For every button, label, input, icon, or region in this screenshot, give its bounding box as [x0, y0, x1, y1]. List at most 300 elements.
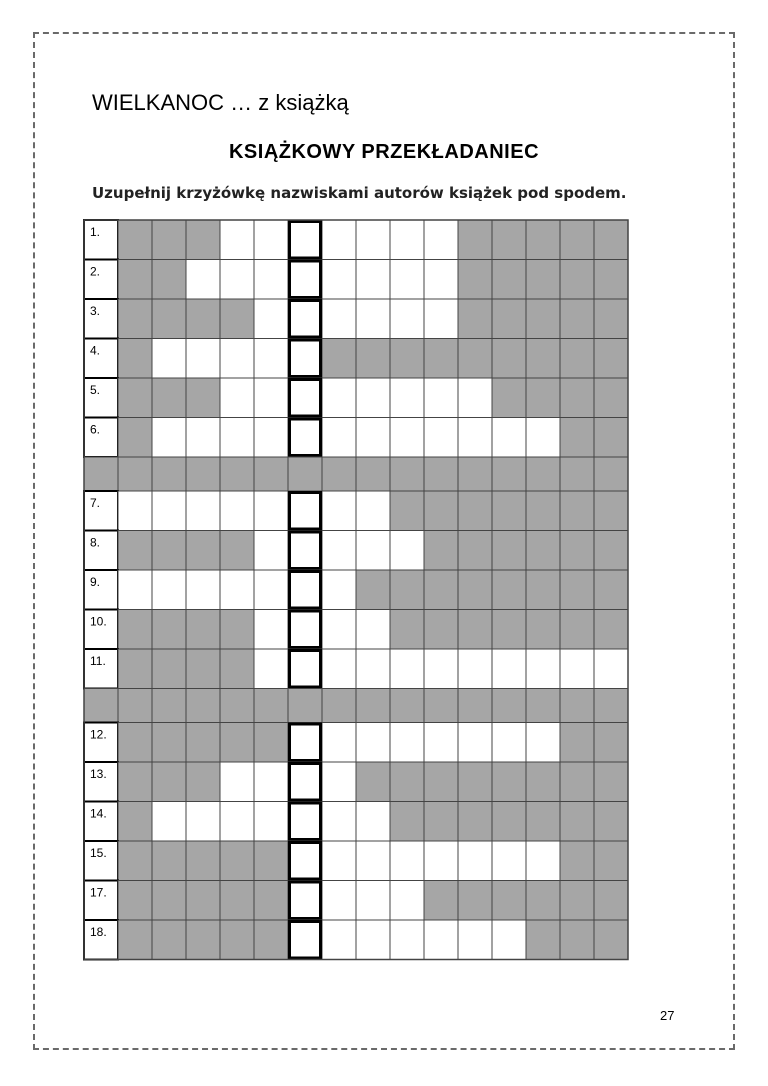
- shaded-cell: [458, 570, 492, 610]
- shaded-cell: [424, 339, 458, 379]
- empty-cell[interactable]: [220, 802, 254, 842]
- shaded-cell: [560, 299, 594, 339]
- shaded-cell: [118, 531, 152, 571]
- separator-cell: [526, 689, 560, 723]
- key-cell[interactable]: [288, 570, 322, 610]
- shaded-cell: [526, 220, 560, 260]
- empty-cell[interactable]: [220, 339, 254, 379]
- empty-cell[interactable]: [424, 220, 458, 260]
- empty-cell[interactable]: [220, 378, 254, 418]
- shaded-cell: [220, 841, 254, 881]
- separator-cell: [288, 457, 322, 491]
- separator-cell: [390, 457, 424, 491]
- shaded-cell: [560, 491, 594, 531]
- empty-cell[interactable]: [254, 299, 288, 339]
- empty-cell[interactable]: [152, 570, 186, 610]
- empty-cell[interactable]: [220, 570, 254, 610]
- shaded-cell: [118, 220, 152, 260]
- shaded-cell: [220, 610, 254, 650]
- separator-cell: [152, 457, 186, 491]
- empty-cell[interactable]: [390, 378, 424, 418]
- empty-cell[interactable]: [186, 570, 220, 610]
- shaded-cell: [560, 220, 594, 260]
- shaded-cell: [152, 610, 186, 650]
- puzzle-title: KSIĄŻKOWY PRZEKŁADANIEC: [228, 141, 540, 163]
- key-cell[interactable]: [288, 418, 322, 458]
- shaded-cell: [424, 610, 458, 650]
- shaded-cell: [390, 762, 424, 802]
- separator-cell: [118, 457, 152, 491]
- shaded-cell: [424, 802, 458, 842]
- shaded-cell: [186, 762, 220, 802]
- shaded-cell: [526, 802, 560, 842]
- separator-cell: [322, 689, 356, 723]
- empty-cell[interactable]: [254, 531, 288, 571]
- empty-cell[interactable]: [424, 841, 458, 881]
- shaded-cell: [458, 610, 492, 650]
- empty-cell[interactable]: [186, 491, 220, 531]
- shaded-cell: [492, 299, 526, 339]
- shaded-cell: [118, 881, 152, 921]
- shaded-cell: [560, 841, 594, 881]
- empty-cell[interactable]: [458, 723, 492, 763]
- separator-cell: [594, 457, 628, 491]
- key-cell[interactable]: [288, 339, 322, 379]
- separator-cell: [84, 689, 118, 723]
- empty-cell[interactable]: [390, 418, 424, 458]
- key-cell[interactable]: [288, 841, 322, 881]
- empty-cell[interactable]: [322, 841, 356, 881]
- shaded-cell: [594, 299, 628, 339]
- separator-cell: [254, 689, 288, 723]
- empty-cell[interactable]: [254, 260, 288, 300]
- empty-cell[interactable]: [356, 491, 390, 531]
- empty-cell[interactable]: [492, 723, 526, 763]
- empty-cell[interactable]: [220, 762, 254, 802]
- separator-cell: [118, 689, 152, 723]
- shaded-cell: [118, 260, 152, 300]
- shaded-cell: [254, 920, 288, 960]
- empty-cell[interactable]: [458, 841, 492, 881]
- shaded-cell: [186, 531, 220, 571]
- shaded-cell: [560, 881, 594, 921]
- separator-cell: [186, 689, 220, 723]
- empty-cell[interactable]: [152, 802, 186, 842]
- clue-number: 10.: [90, 614, 107, 629]
- shaded-cell: [526, 260, 560, 300]
- clue-number: 2.: [90, 264, 101, 279]
- shaded-cell: [492, 802, 526, 842]
- clue-number: 18.: [90, 925, 107, 939]
- shaded-cell: [152, 260, 186, 300]
- separator-cell: [186, 457, 220, 491]
- shaded-cell: [492, 339, 526, 379]
- empty-cell[interactable]: [424, 649, 458, 689]
- shaded-cell: [186, 881, 220, 921]
- separator-cell: [594, 689, 628, 723]
- key-cell[interactable]: [288, 610, 322, 650]
- empty-cell[interactable]: [186, 339, 220, 379]
- shaded-cell: [390, 570, 424, 610]
- shaded-cell: [594, 723, 628, 763]
- empty-cell[interactable]: [356, 802, 390, 842]
- separator-cell: [458, 457, 492, 491]
- key-cell[interactable]: [288, 531, 322, 571]
- empty-cell[interactable]: [322, 531, 356, 571]
- empty-cell[interactable]: [594, 649, 628, 689]
- shaded-cell: [118, 802, 152, 842]
- separator-cell: [84, 457, 118, 491]
- shaded-cell: [220, 723, 254, 763]
- clue-number: 4.: [90, 343, 101, 358]
- clue-number: 11.: [90, 654, 106, 668]
- separator-cell: [458, 689, 492, 723]
- empty-cell[interactable]: [526, 841, 560, 881]
- shaded-cell: [390, 610, 424, 650]
- empty-cell[interactable]: [356, 418, 390, 458]
- empty-cell[interactable]: [526, 418, 560, 458]
- key-cell[interactable]: [288, 220, 322, 260]
- shaded-cell: [220, 299, 254, 339]
- empty-cell[interactable]: [322, 881, 356, 921]
- separator-cell: [322, 457, 356, 491]
- empty-cell[interactable]: [220, 220, 254, 260]
- page-number: 27: [660, 1008, 675, 1023]
- shaded-cell: [492, 610, 526, 650]
- empty-cell[interactable]: [424, 920, 458, 960]
- empty-cell[interactable]: [322, 762, 356, 802]
- shaded-cell: [594, 570, 628, 610]
- shaded-cell: [220, 920, 254, 960]
- clue-number: 9.: [90, 575, 101, 589]
- shaded-cell: [254, 841, 288, 881]
- empty-cell[interactable]: [186, 802, 220, 842]
- shaded-cell: [560, 531, 594, 571]
- shaded-cell: [458, 339, 492, 379]
- empty-cell[interactable]: [356, 220, 390, 260]
- shaded-cell: [152, 920, 186, 960]
- separator-cell: [492, 457, 526, 491]
- shaded-cell: [526, 762, 560, 802]
- shaded-cell: [594, 881, 628, 921]
- shaded-cell: [492, 378, 526, 418]
- separator-cell: [560, 689, 594, 723]
- empty-cell[interactable]: [186, 260, 220, 300]
- empty-cell[interactable]: [390, 723, 424, 763]
- shaded-cell: [594, 610, 628, 650]
- shaded-cell: [390, 339, 424, 379]
- shaded-cell: [594, 841, 628, 881]
- shaded-cell: [594, 339, 628, 379]
- separator-cell: [152, 689, 186, 723]
- shaded-cell: [118, 378, 152, 418]
- header-title: WIELKANOC … z książką: [92, 90, 349, 115]
- empty-cell[interactable]: [458, 920, 492, 960]
- empty-cell[interactable]: [220, 491, 254, 531]
- empty-cell[interactable]: [254, 570, 288, 610]
- shaded-cell: [526, 339, 560, 379]
- shaded-cell: [152, 531, 186, 571]
- shaded-cell: [458, 881, 492, 921]
- shaded-cell: [492, 881, 526, 921]
- shaded-cell: [118, 723, 152, 763]
- key-cell[interactable]: [288, 881, 322, 921]
- shaded-cell: [356, 339, 390, 379]
- key-cell[interactable]: [288, 762, 322, 802]
- shaded-cell: [458, 762, 492, 802]
- separator-cell: [560, 457, 594, 491]
- empty-cell[interactable]: [424, 378, 458, 418]
- empty-cell[interactable]: [390, 841, 424, 881]
- empty-cell[interactable]: [526, 649, 560, 689]
- separator-cell: [288, 689, 322, 723]
- separator-cell: [254, 457, 288, 491]
- empty-cell[interactable]: [424, 418, 458, 458]
- shaded-cell: [424, 491, 458, 531]
- shaded-cell: [186, 649, 220, 689]
- shaded-cell: [560, 920, 594, 960]
- shaded-cell: [186, 220, 220, 260]
- shaded-cell: [560, 802, 594, 842]
- shaded-cell: [526, 610, 560, 650]
- shaded-cell: [424, 762, 458, 802]
- shaded-cell: [594, 762, 628, 802]
- empty-cell[interactable]: [254, 649, 288, 689]
- empty-cell[interactable]: [254, 378, 288, 418]
- separator-cell: [424, 689, 458, 723]
- separator-cell: [220, 457, 254, 491]
- empty-cell[interactable]: [356, 723, 390, 763]
- shaded-cell: [492, 220, 526, 260]
- separator-cell: [492, 689, 526, 723]
- shaded-cell: [152, 723, 186, 763]
- empty-cell[interactable]: [118, 570, 152, 610]
- empty-cell[interactable]: [356, 378, 390, 418]
- empty-cell[interactable]: [254, 220, 288, 260]
- shaded-cell: [560, 378, 594, 418]
- empty-cell[interactable]: [322, 418, 356, 458]
- empty-cell[interactable]: [356, 260, 390, 300]
- shaded-cell: [458, 299, 492, 339]
- empty-cell[interactable]: [254, 418, 288, 458]
- shaded-cell: [220, 531, 254, 571]
- empty-cell[interactable]: [322, 260, 356, 300]
- shaded-cell: [526, 531, 560, 571]
- shaded-cell: [424, 531, 458, 571]
- key-cell[interactable]: [288, 723, 322, 763]
- shaded-cell: [220, 881, 254, 921]
- empty-cell[interactable]: [560, 649, 594, 689]
- shaded-cell: [186, 920, 220, 960]
- clue-number: 12.: [90, 727, 107, 742]
- empty-cell[interactable]: [152, 418, 186, 458]
- separator-cell: [390, 689, 424, 723]
- shaded-cell: [594, 418, 628, 458]
- empty-cell[interactable]: [356, 299, 390, 339]
- shaded-cell: [594, 378, 628, 418]
- empty-cell[interactable]: [390, 220, 424, 260]
- shaded-cell: [492, 260, 526, 300]
- empty-cell[interactable]: [390, 531, 424, 571]
- shaded-cell: [152, 299, 186, 339]
- separator-cell: [526, 457, 560, 491]
- shaded-cell: [322, 339, 356, 379]
- shaded-cell: [152, 881, 186, 921]
- shaded-cell: [492, 762, 526, 802]
- empty-cell[interactable]: [424, 299, 458, 339]
- key-cell[interactable]: [288, 920, 322, 960]
- shaded-cell: [118, 762, 152, 802]
- clue-number: 15.: [90, 846, 107, 860]
- empty-cell[interactable]: [220, 260, 254, 300]
- shaded-cell: [424, 570, 458, 610]
- shaded-cell: [594, 531, 628, 571]
- empty-cell[interactable]: [322, 220, 356, 260]
- clue-number: 1.: [90, 225, 101, 239]
- empty-cell[interactable]: [492, 920, 526, 960]
- separator-cell: [220, 689, 254, 723]
- empty-cell[interactable]: [254, 491, 288, 531]
- shaded-cell: [390, 491, 424, 531]
- shaded-cell: [560, 339, 594, 379]
- empty-cell[interactable]: [390, 260, 424, 300]
- shaded-cell: [594, 260, 628, 300]
- shaded-cell: [560, 570, 594, 610]
- key-cell[interactable]: [288, 378, 322, 418]
- shaded-cell: [560, 762, 594, 802]
- empty-cell[interactable]: [322, 649, 356, 689]
- empty-cell[interactable]: [152, 491, 186, 531]
- empty-cell[interactable]: [424, 723, 458, 763]
- shaded-cell: [526, 299, 560, 339]
- shaded-cell: [458, 220, 492, 260]
- shaded-cell: [186, 841, 220, 881]
- shaded-cell: [390, 802, 424, 842]
- clue-number: 14.: [90, 806, 107, 821]
- shaded-cell: [118, 649, 152, 689]
- empty-cell[interactable]: [390, 881, 424, 921]
- empty-cell[interactable]: [220, 418, 254, 458]
- empty-cell[interactable]: [118, 491, 152, 531]
- empty-cell[interactable]: [152, 339, 186, 379]
- empty-cell[interactable]: [356, 649, 390, 689]
- empty-cell[interactable]: [458, 378, 492, 418]
- shaded-cell: [152, 649, 186, 689]
- empty-cell[interactable]: [458, 649, 492, 689]
- shaded-cell: [526, 570, 560, 610]
- empty-cell[interactable]: [322, 723, 356, 763]
- key-cell[interactable]: [288, 802, 322, 842]
- shaded-cell: [594, 920, 628, 960]
- shaded-cell: [254, 723, 288, 763]
- shaded-cell: [118, 418, 152, 458]
- key-cell[interactable]: [288, 299, 322, 339]
- shaded-cell: [594, 220, 628, 260]
- empty-cell[interactable]: [492, 649, 526, 689]
- clue-number: 13.: [90, 767, 107, 781]
- shaded-cell: [526, 920, 560, 960]
- shaded-cell: [118, 841, 152, 881]
- empty-cell[interactable]: [424, 260, 458, 300]
- shaded-cell: [186, 723, 220, 763]
- empty-cell[interactable]: [322, 378, 356, 418]
- shaded-cell: [458, 491, 492, 531]
- empty-cell[interactable]: [390, 649, 424, 689]
- separator-cell: [356, 689, 390, 723]
- shaded-cell: [492, 491, 526, 531]
- empty-cell[interactable]: [458, 418, 492, 458]
- clue-number: 8.: [90, 535, 101, 550]
- shaded-cell: [118, 299, 152, 339]
- shaded-cell: [594, 491, 628, 531]
- instruction-text: Uzupełnij krzyżówkę nazwiskami autorów książek pod spodem.: [92, 184, 627, 202]
- shaded-cell: [356, 762, 390, 802]
- clue-number: 3.: [90, 304, 101, 318]
- clue-number: 7.: [90, 496, 101, 510]
- empty-cell[interactable]: [356, 841, 390, 881]
- shaded-cell: [186, 378, 220, 418]
- empty-cell[interactable]: [322, 610, 356, 650]
- shaded-cell: [152, 762, 186, 802]
- shaded-cell: [458, 802, 492, 842]
- shaded-cell: [152, 378, 186, 418]
- shaded-cell: [492, 531, 526, 571]
- shaded-cell: [526, 378, 560, 418]
- shaded-cell: [458, 531, 492, 571]
- empty-cell[interactable]: [322, 570, 356, 610]
- key-cell[interactable]: [288, 491, 322, 531]
- shaded-cell: [152, 841, 186, 881]
- empty-cell[interactable]: [254, 339, 288, 379]
- shaded-cell: [118, 339, 152, 379]
- empty-cell[interactable]: [254, 802, 288, 842]
- shaded-cell: [560, 260, 594, 300]
- shaded-cell: [254, 881, 288, 921]
- shaded-cell: [560, 418, 594, 458]
- empty-cell[interactable]: [322, 920, 356, 960]
- empty-cell[interactable]: [492, 418, 526, 458]
- key-cell[interactable]: [288, 649, 322, 689]
- empty-cell[interactable]: [390, 920, 424, 960]
- empty-cell[interactable]: [356, 920, 390, 960]
- empty-cell[interactable]: [254, 610, 288, 650]
- empty-cell[interactable]: [186, 418, 220, 458]
- empty-cell[interactable]: [322, 491, 356, 531]
- empty-cell[interactable]: [356, 881, 390, 921]
- empty-cell[interactable]: [356, 531, 390, 571]
- empty-cell[interactable]: [254, 762, 288, 802]
- empty-cell[interactable]: [492, 841, 526, 881]
- shaded-cell: [118, 920, 152, 960]
- shaded-cell: [526, 491, 560, 531]
- empty-cell[interactable]: [322, 299, 356, 339]
- shaded-cell: [560, 723, 594, 763]
- shaded-cell: [424, 881, 458, 921]
- shaded-cell: [526, 881, 560, 921]
- shaded-cell: [118, 610, 152, 650]
- shaded-cell: [186, 299, 220, 339]
- empty-cell[interactable]: [322, 802, 356, 842]
- shaded-cell: [560, 610, 594, 650]
- empty-cell[interactable]: [356, 610, 390, 650]
- shaded-cell: [594, 802, 628, 842]
- shaded-cell: [220, 649, 254, 689]
- empty-cell[interactable]: [526, 723, 560, 763]
- shaded-cell: [458, 260, 492, 300]
- empty-cell[interactable]: [390, 299, 424, 339]
- key-cell[interactable]: [288, 260, 322, 300]
- separator-cell: [424, 457, 458, 491]
